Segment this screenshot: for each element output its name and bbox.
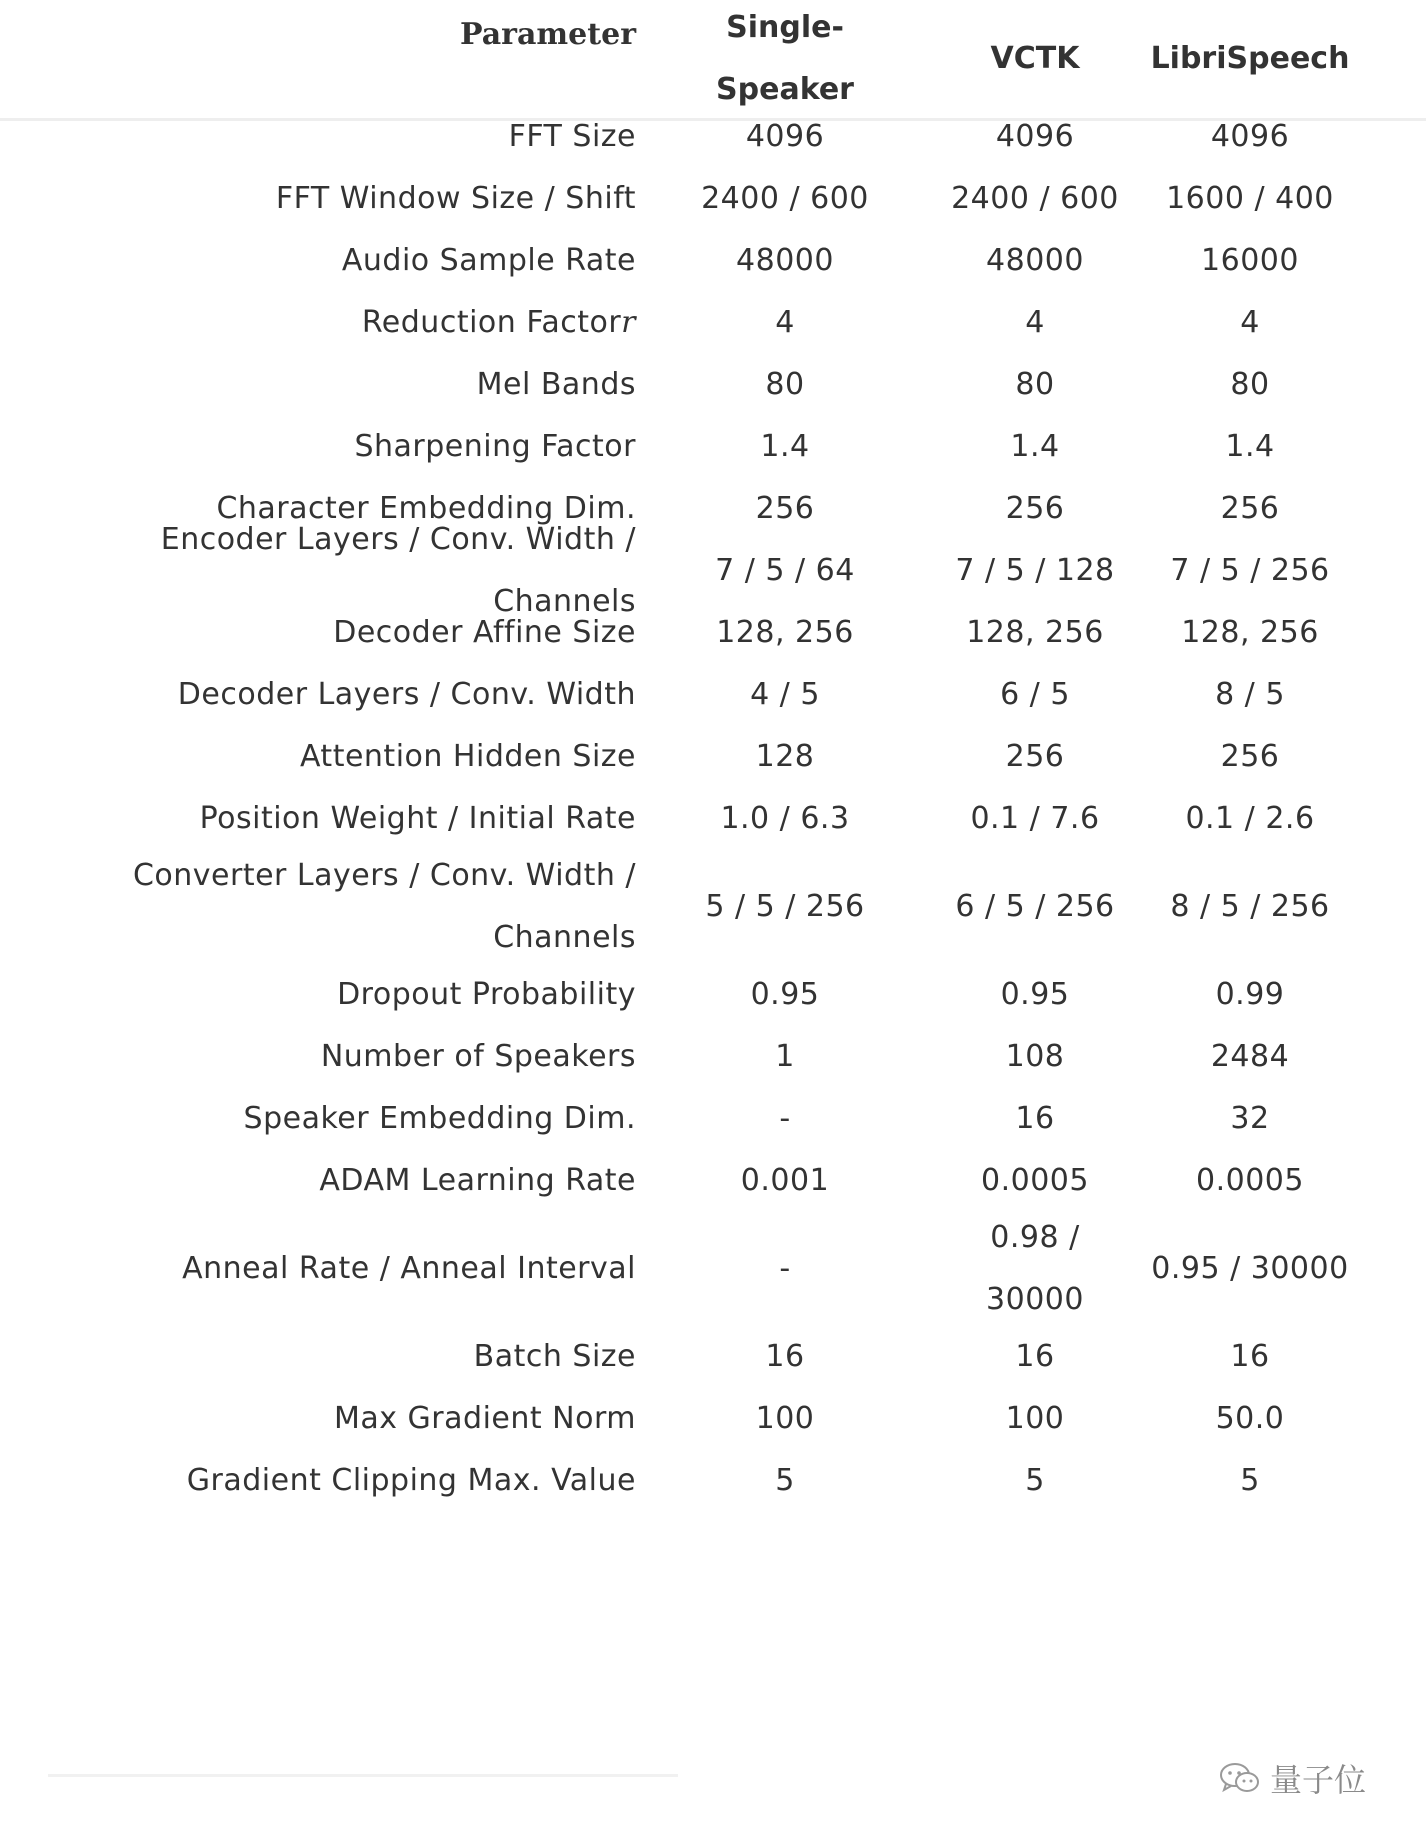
table-bottom-rule — [48, 1774, 678, 1777]
cell-librispeech: 4 — [1240, 305, 1260, 340]
cell-single-speaker: 0.001 — [740, 1163, 830, 1198]
cell-vctk: 0.1 / 7.6 — [970, 801, 1100, 836]
cell-single-speaker: 4 — [775, 305, 795, 340]
row-label: Reduction Factor r — [40, 292, 636, 354]
cell-vctk: 4096 — [995, 119, 1075, 154]
table-row — [0, 416, 1426, 478]
cell-vctk: 100 — [1005, 1401, 1065, 1436]
cell-librispeech: 16000 — [1201, 243, 1299, 278]
cell-vctk: 2400 / 600 — [951, 181, 1119, 216]
row-label: Speaker Embedding Dim. — [243, 1101, 636, 1136]
row-label: FFT Window Size / Shift — [275, 181, 636, 216]
cell-vctk: 6 / 5 — [1000, 677, 1070, 712]
table-row — [0, 168, 1426, 230]
cell-librispeech: 7 / 5 / 256 — [1170, 553, 1330, 588]
cell-librispeech: 0.0005 — [1196, 1163, 1304, 1198]
cell-single-speaker: - — [779, 1101, 791, 1136]
row-label: Attention Hidden Size — [299, 739, 636, 774]
row-label: Encoder Layers / Conv. Width / Channels — [160, 522, 636, 619]
cell-single-speaker: 48000 — [736, 243, 834, 278]
header-vctk: VCTK — [990, 41, 1080, 76]
cell-single-speaker: 0.95 — [750, 977, 820, 1012]
cell-librispeech: 256 — [1220, 739, 1280, 774]
cell-librispeech: 50.0 — [1215, 1401, 1285, 1436]
table-row — [0, 292, 1426, 354]
wechat-icon — [1218, 1760, 1262, 1796]
table-row — [0, 354, 1426, 416]
table-row — [0, 1326, 1426, 1388]
cell-single-speaker: 7 / 5 / 64 — [715, 553, 855, 588]
cell-vctk: 0.98 / 30000 — [986, 1220, 1084, 1317]
header-parameter: Parameter — [459, 17, 636, 52]
cell-librispeech: 1.4 — [1225, 429, 1275, 464]
table-row — [0, 1450, 1426, 1512]
cell-single-speaker: 1.0 / 6.3 — [720, 801, 850, 836]
table-row — [0, 664, 1426, 726]
cell-single-speaker: 4096 — [745, 119, 825, 154]
row-label: Max Gradient Norm — [334, 1401, 636, 1436]
row-label: Decoder Layers / Conv. Width — [177, 677, 636, 712]
header-single-speaker: Single- Speaker — [716, 10, 854, 107]
cell-librispeech: 2484 — [1210, 1039, 1290, 1074]
row-label: Number of Speakers — [320, 1039, 636, 1074]
cell-vctk: 0.95 — [1000, 977, 1070, 1012]
cell-single-speaker: 5 / 5 / 256 — [705, 889, 865, 924]
cell-vctk: 256 — [1005, 491, 1065, 526]
table-row — [0, 788, 1426, 850]
cell-vctk: 128, 256 — [966, 615, 1104, 650]
cell-librispeech: 16 — [1230, 1339, 1270, 1374]
table-row — [0, 602, 1426, 664]
cell-single-speaker: 16 — [765, 1339, 805, 1374]
table-row — [0, 850, 1426, 964]
row-label: FFT Size — [508, 119, 636, 154]
table-row — [0, 1150, 1426, 1212]
cell-librispeech: 1600 / 400 — [1166, 181, 1334, 216]
cell-vctk: 6 / 5 / 256 — [955, 889, 1115, 924]
row-label: Sharpening Factor — [354, 429, 636, 464]
cell-single-speaker: 5 — [775, 1463, 795, 1498]
cell-single-speaker: 2400 / 600 — [701, 181, 869, 216]
cell-single-speaker: 256 — [755, 491, 815, 526]
table-row — [0, 522, 1426, 619]
cell-vctk: 16 — [1015, 1339, 1055, 1374]
cell-vctk: 1.4 — [1010, 429, 1060, 464]
row-label-variable: r — [621, 305, 636, 340]
cell-vctk: 16 — [1015, 1101, 1055, 1136]
table-row — [0, 1212, 1426, 1326]
cell-librispeech: 5 — [1240, 1463, 1260, 1498]
row-label: Position Weight / Initial Rate — [199, 801, 636, 836]
cell-librispeech: 32 — [1230, 1101, 1270, 1136]
cell-single-speaker: 1 — [775, 1039, 795, 1074]
cell-single-speaker: 4 / 5 — [750, 677, 820, 712]
table-row — [0, 964, 1426, 1026]
cell-vctk: 256 — [1005, 739, 1065, 774]
cell-single-speaker: 1.4 — [760, 429, 810, 464]
row-label: Converter Layers / Conv. Width / Channels — [132, 858, 636, 955]
table-row — [0, 1388, 1426, 1450]
watermark — [1218, 1754, 1366, 1802]
cell-single-speaker: 100 — [755, 1401, 815, 1436]
row-label: Dropout Probability — [337, 977, 636, 1012]
table-row — [0, 230, 1426, 292]
table-row — [0, 106, 1426, 168]
cell-librispeech: 128, 256 — [1181, 615, 1319, 650]
cell-librispeech: 0.1 / 2.6 — [1185, 801, 1315, 836]
cell-librispeech: 0.95 / 30000 — [1151, 1251, 1349, 1286]
header-librispeech: LibriSpeech — [1150, 41, 1350, 76]
table-row — [0, 1088, 1426, 1150]
table-row — [0, 1026, 1426, 1088]
cell-single-speaker: 80 — [765, 367, 805, 402]
cell-librispeech: 8 / 5 — [1215, 677, 1285, 712]
row-label: Character Embedding Dim. — [216, 491, 636, 526]
cell-vctk: 5 — [1025, 1463, 1045, 1498]
row-label: Mel Bands — [476, 367, 636, 402]
row-label: ADAM Learning Rate — [319, 1163, 636, 1198]
row-label: Audio Sample Rate — [341, 243, 636, 278]
cell-librispeech: 8 / 5 / 256 — [1170, 889, 1330, 924]
row-label: Batch Size — [473, 1339, 636, 1374]
cell-vctk: 108 — [1005, 1039, 1065, 1074]
watermark-text: 量子位 — [1270, 1761, 1367, 1799]
cell-librispeech: 256 — [1220, 491, 1280, 526]
table-row — [0, 726, 1426, 788]
cell-single-speaker: - — [779, 1251, 791, 1286]
cell-single-speaker: 128 — [755, 739, 815, 774]
row-label: Decoder Affine Size — [333, 615, 636, 650]
cell-single-speaker: 128, 256 — [716, 615, 854, 650]
cell-vctk: 0.0005 — [981, 1163, 1089, 1198]
cell-vctk: 48000 — [986, 243, 1084, 278]
cell-vctk: 7 / 5 / 128 — [955, 553, 1115, 588]
cell-librispeech: 0.99 — [1215, 977, 1285, 1012]
table-header — [0, 0, 1426, 121]
cell-librispeech: 80 — [1230, 367, 1270, 402]
cell-librispeech: 4096 — [1210, 119, 1290, 154]
row-label: Gradient Clipping Max. Value — [186, 1463, 636, 1498]
row-label: Anneal Rate / Anneal Interval — [182, 1251, 636, 1286]
cell-vctk: 4 — [1025, 305, 1045, 340]
cell-vctk: 80 — [1015, 367, 1055, 402]
